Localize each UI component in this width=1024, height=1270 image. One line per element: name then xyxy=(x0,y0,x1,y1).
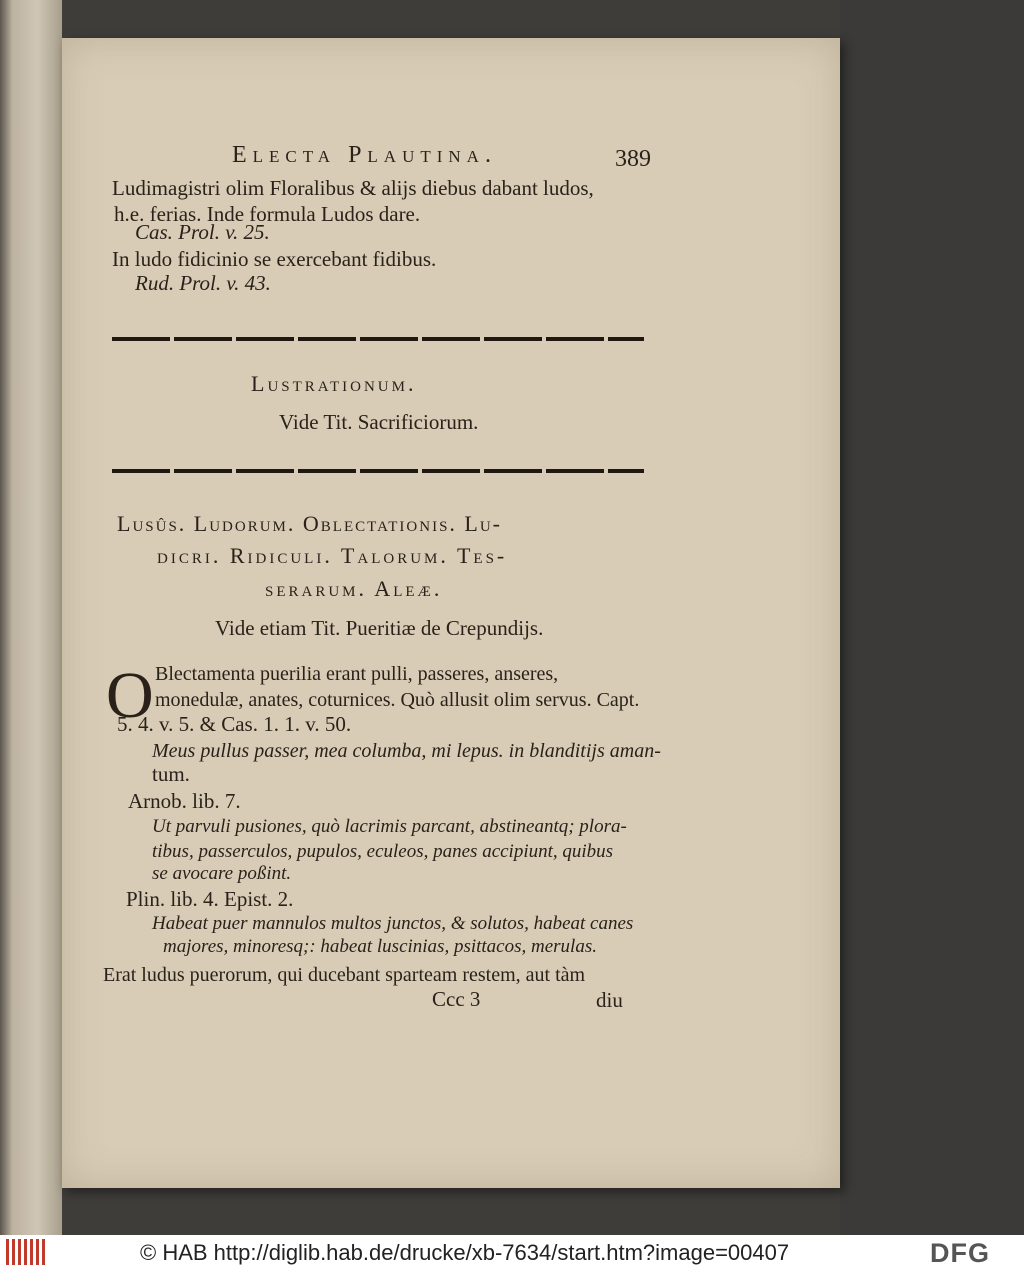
viewer-footer xyxy=(0,1235,1024,1270)
catchword: diu xyxy=(596,988,623,1012)
body-line: Erat ludus puerorum, qui ducebant sparteam restem, aut tàm xyxy=(103,964,586,986)
entry-reference: Cas. Prol. v. 25. xyxy=(135,220,270,244)
entry-reference: Rud. Prol. v. 43. xyxy=(135,271,271,295)
quotation-line: Ut parvuli pusiones, quò lacrimis parcant, abstineantq; plora- xyxy=(152,816,627,837)
entry-line: Ludimagistri olim Floralibus & alijs diebus dabant ludos, xyxy=(112,176,594,200)
body-line: monedulæ, anates, coturnices. Quò allusit olim servus. Capt. xyxy=(155,689,640,711)
drop-capital: O xyxy=(106,659,154,732)
signature-mark: Ccc 3 xyxy=(432,987,481,1011)
quotation-line: Meus pullus passer, mea columba, mi lepus. in blanditijs aman- xyxy=(152,740,661,762)
quotation-line: se avocare poßint. xyxy=(152,863,292,884)
section-heading: Lustrationum. xyxy=(251,371,417,396)
source-reference: Plin. lib. 4. Epist. 2. xyxy=(126,887,294,911)
body-line: 5. 4. v. 5. & Cas. 1. 1. v. 50. xyxy=(117,712,352,736)
section-heading: serarum. Aleæ. xyxy=(265,576,443,601)
section-rule xyxy=(112,337,644,341)
running-title: Electa Plautina. xyxy=(232,142,497,168)
quotation-line: tum. xyxy=(152,762,190,786)
section-heading: dicri. Ridiculi. Talorum. Tes- xyxy=(157,543,508,568)
section-cross-reference: Vide etiam Tit. Pueritiæ de Crepundijs. xyxy=(215,616,544,640)
adjacent-page-edge xyxy=(0,0,62,1235)
body-line: Blectamenta puerilia erant pulli, passeres, anseres, xyxy=(155,663,559,685)
entry-line: In ludo fidicinio se exercebant fidibus. xyxy=(112,247,437,271)
section-rule xyxy=(112,469,644,473)
page-number: 389 xyxy=(615,146,651,172)
source-reference: Arnob. lib. 7. xyxy=(128,789,241,813)
section-heading: Lusûs. Ludorum. Oblectationis. Lu- xyxy=(117,511,503,536)
quotation-line: majores, minoresq;: habeat luscinias, psittacos, merulas. xyxy=(163,936,597,957)
section-cross-reference: Vide Tit. Sacrificiorum. xyxy=(279,410,479,434)
quotation-line: Habeat puer mannulos multos junctos, & solutos, habeat canes xyxy=(152,913,634,934)
permalink[interactable]: © HAB http://diglib.hab.de/drucke/xb-7634/start.htm?image=00407 xyxy=(140,1240,790,1265)
hab-logo-icon xyxy=(6,1239,46,1265)
scan-background xyxy=(840,0,1024,1235)
dfg-logo: DFG xyxy=(930,1238,990,1268)
entry-line: h.e. ferias. Inde formula Ludos dare. xyxy=(114,202,421,226)
quotation-line: tibus, passerculos, pupulos, eculeos, panes accipiunt, quibus xyxy=(152,841,614,862)
